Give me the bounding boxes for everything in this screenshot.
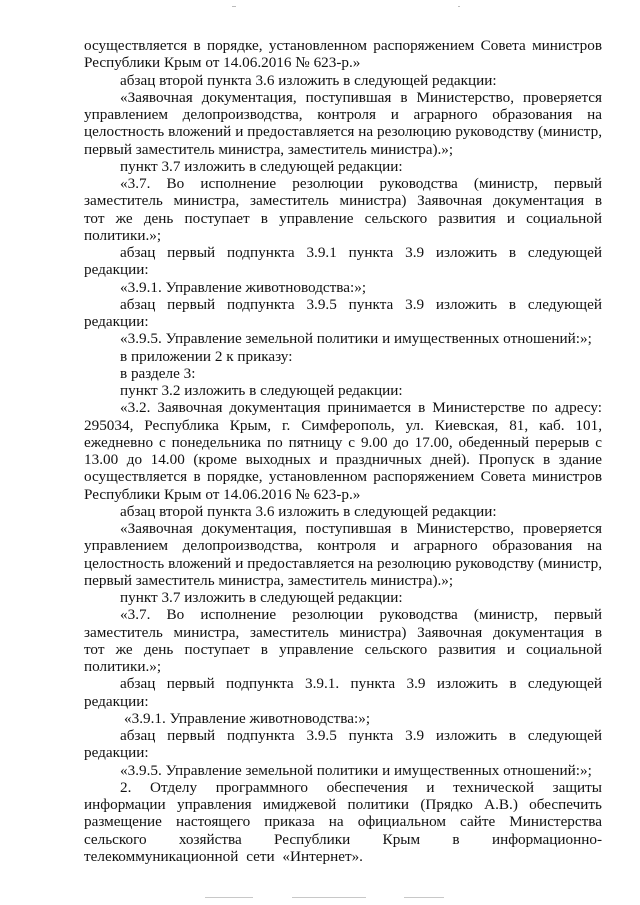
paragraph: абзац второй пункта 3.6 изложить в следующей редакции: — [120, 502, 497, 520]
paragraph: абзац первый подпункта 3.9.1 пункта 3.9 изложить в следующей редакции: — [84, 244, 602, 279]
paragraph: «3.7. Во исполнение резолюции руководства (министр, первый заместитель министра, заместитель министра) Заявочная документация в тот же день поступает в управление сельского развития и социальной политики.»; — [84, 606, 602, 675]
scan-mark — [292, 897, 366, 898]
paragraph: абзац первый подпункта 3.9.5 пункта 3.9 изложить в следующей редакции: — [84, 295, 602, 330]
paragraph: «3.7. Во исполнение резолюции руководства (министр, первый заместитель министра, заместитель министра) Заявочная документация в тот же день поступает в управление сельского развития и социальной политики.»; — [84, 175, 602, 244]
paragraph: в приложении 2 к приказу: — [120, 347, 293, 365]
paragraph: в разделе 3: — [120, 364, 196, 382]
paragraph: абзац первый подпункта 3.9.1. пункта 3.9 изложить в следующей редакции: — [84, 675, 602, 710]
scan-mark — [232, 6, 236, 7]
scan-mark — [205, 897, 253, 898]
document-body — [84, 37, 602, 865]
scan-mark — [404, 897, 444, 898]
paragraph: «3.9.5. Управление земельной политики и имущественных отношений:»; — [120, 761, 592, 779]
paragraph: осуществляется в порядке, установленном распоряжением Совета министров Республики Крым от 14.06.2016 № 623-р.» — [84, 37, 602, 72]
paragraph: «3.9.1. Управление животноводства:»; — [120, 278, 367, 296]
paragraph: пункт 3.2 изложить в следующей редакции: — [120, 382, 403, 399]
paragraph: «3.2. Заявочная документация принимается в Министерстве по адресу: 295034, Республика Крым, г. Симферополь, ул. Киевская, 81, каб. 101, ежедневно с понедельника по пятницу с 9.00 до 17.00, обеденный перерыв с 13.00 до 14.00 (кроме выходных и праздничных дней). Пропуск в здание осуществляется в порядке, установленном распоряжением Совета министров Республики Крым от 14.06.2016 № 623-р.» — [84, 399, 602, 503]
paragraph: абзац второй пункта 3.6 изложить в следующей редакции: — [120, 71, 497, 89]
paragraph: «Заявочная документация, поступившая в Министерство, проверяется управлением делопроизводства, контроля и аграрного образования на целостность вложений и предоставляется на резолюцию руководству (министр, первый заместитель министра, заместитель министра).»; — [84, 520, 602, 589]
scan-mark — [458, 6, 460, 7]
paragraph: абзац первый подпункта 3.9.5 пункта 3.9 изложить в следующей редакции: — [84, 727, 602, 762]
paragraph: «Заявочная документация, поступившая в Министерство, проверяется управлением делопроизводства, контроля и аграрного образования на целостность вложений и предоставляется на резолюцию руководству (министр, первый заместитель министра, заместитель министра).»; — [84, 88, 602, 158]
paragraph: 2. Отделу программного обеспечения и технической защиты информации управления имиджевой политики (Прядко А.В.) обеспечить размещение настоящего приказа на официальном сайте Министерства сельского хозяйства Республики Крым в информационно-телекоммуникационной сети «Интернет». — [84, 778, 602, 865]
paragraph: пункт 3.7 изложить в следующей редакции: — [120, 589, 403, 606]
paragraph: «3.9.5. Управление земельной политики и имущественных отношений:»; — [120, 330, 592, 348]
paragraph: пункт 3.7 изложить в следующей редакции: — [120, 157, 403, 175]
paragraph: «3.9.1. Управление животноводства:»; — [124, 709, 371, 727]
